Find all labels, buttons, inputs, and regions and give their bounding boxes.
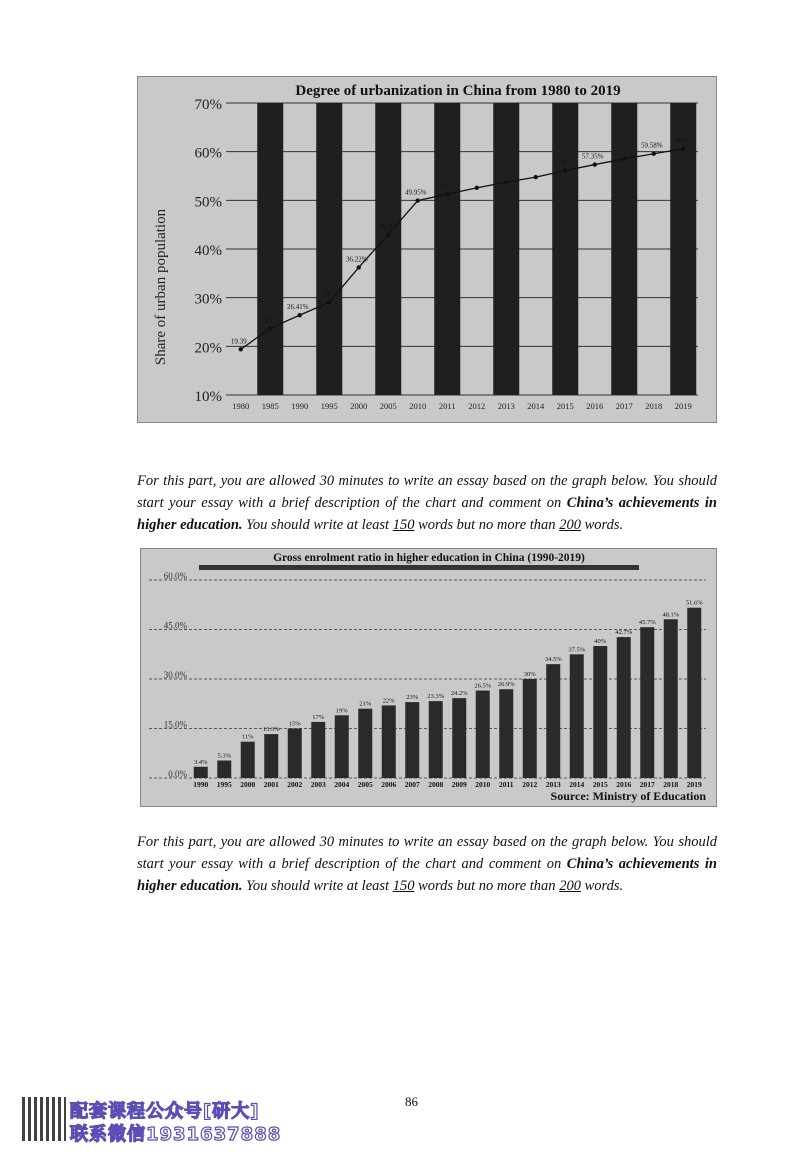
data-label: 36.22%	[345, 255, 368, 264]
essay-prompt-1	[137, 470, 717, 536]
y-tick-label: 60.0%	[163, 571, 187, 581]
enrolment-bar	[288, 729, 302, 779]
data-label: 17%	[312, 713, 325, 721]
essay-prompt-2	[137, 831, 717, 897]
prompt-text: For this part, you are allowed 30 minutes to write an essay based on the graph below. You should start your essay with a brief description of the chart and comment on	[137, 833, 717, 872]
data-label: 40%	[594, 638, 607, 645]
data-label: 48.1%	[662, 611, 680, 619]
x-tick-label: 2015	[556, 401, 574, 411]
data-label: 60%	[674, 136, 688, 145]
max-words: 200	[559, 877, 581, 894]
prompt-text: words.	[580, 877, 624, 894]
data-point	[504, 180, 508, 184]
x-tick-label: 2011	[498, 780, 514, 789]
enrolment-chart-svg	[141, 549, 716, 806]
y-tick-label: 20%	[194, 340, 222, 357]
prompt-text: You should write at least	[242, 877, 393, 894]
y-tick-label: 45.0%	[163, 620, 187, 631]
x-tick-label: 2006	[381, 780, 397, 789]
x-tick-label: 2002	[287, 780, 303, 789]
data-point	[386, 232, 390, 236]
enrolment-bar	[640, 627, 654, 778]
data-label: 34.5%	[544, 656, 562, 664]
prompt-text: words but no more than	[414, 877, 560, 894]
x-tick-label: 1990	[193, 780, 209, 789]
data-label: 21%	[359, 700, 372, 708]
x-tick-label: 2005	[357, 780, 373, 789]
data-label: 56	[559, 158, 567, 167]
y-tick-label: 10%	[194, 389, 222, 405]
x-tick-label: 2007	[404, 780, 420, 789]
prompt-text: You should write at least	[242, 516, 393, 533]
y-tick-label: 30.0%	[163, 670, 187, 680]
x-tick-label: 1980	[232, 401, 250, 411]
chart-source: Source: Ministry of Education	[550, 789, 706, 803]
data-label: 23	[264, 316, 272, 325]
enrolment-bar	[194, 767, 208, 778]
data-point	[534, 175, 538, 179]
y-tick-label: 30%	[194, 291, 222, 308]
chart-title: Degree of urbanization in China from 1980 to 2019	[295, 83, 621, 99]
x-tick-label: 2003	[310, 780, 326, 789]
data-label: 19.39	[230, 337, 247, 346]
data-label: 26.9%	[497, 681, 515, 689]
x-tick-label: 2004	[334, 780, 350, 789]
watermark-line-1: 配套课程公众号[研大]	[70, 1101, 260, 1122]
min-words: 150	[392, 877, 415, 894]
x-tick-label: 1990	[291, 401, 309, 411]
data-label: 3.4%	[193, 758, 208, 766]
chart-title: Gross enrolment ratio in higher education in China (1990-2019)	[273, 552, 585, 564]
data-point	[563, 168, 567, 172]
data-point	[652, 152, 656, 156]
background-band	[493, 103, 519, 395]
data-label: 51.6%	[685, 599, 703, 607]
data-label: 23%	[406, 694, 419, 702]
enrolment-bar	[570, 654, 584, 778]
data-label: 30%	[523, 671, 536, 678]
urbanization-chart-svg	[138, 77, 716, 422]
x-tick-label: 2014	[527, 401, 545, 411]
enrolment-chart	[140, 548, 717, 807]
enrolment-bar	[311, 722, 325, 778]
data-label: 23.3%	[427, 693, 445, 701]
data-point	[622, 157, 626, 161]
y-tick-label: 50%	[194, 194, 222, 211]
data-label: 42.9	[380, 222, 393, 231]
x-tick-label: 2016	[586, 401, 604, 411]
data-point	[593, 162, 597, 166]
x-tick-label: 2000	[240, 780, 256, 789]
background-band	[611, 103, 637, 395]
watermark-line-2: 联系微信1931637888	[70, 1124, 282, 1145]
prompt-text: words but no more than	[414, 516, 560, 533]
x-tick-label: 1985	[261, 401, 279, 411]
x-tick-label: 2013	[497, 401, 515, 411]
background-band	[375, 103, 401, 395]
y-tick-label: 60%	[194, 145, 222, 162]
x-tick-label: 2018	[645, 401, 663, 411]
page-number: 86	[405, 1094, 418, 1109]
x-tick-label: 2000	[350, 401, 368, 411]
data-point	[298, 313, 302, 317]
data-point	[239, 347, 243, 351]
prompt-text: For this part, you are allowed 30 minutes to write an essay based on the graph below. You should start your essay with a brief description of the chart and comment on	[137, 472, 717, 511]
enrolment-bar	[476, 691, 490, 778]
data-label: 24.2%	[450, 690, 468, 698]
enrolment-bar	[523, 679, 537, 778]
data-label: 11%	[241, 733, 254, 741]
x-tick-label: 2014	[569, 780, 585, 789]
x-tick-label: 2001	[263, 780, 279, 789]
prompt-emphasis: China’s achievements in higher education.	[137, 855, 717, 894]
data-point	[357, 265, 361, 269]
x-tick-label: 2019	[674, 401, 692, 411]
enrolment-bar	[358, 709, 372, 778]
y-tick-label: 70%	[194, 97, 222, 113]
data-point	[681, 147, 685, 151]
y-tick-label: 0.0%	[168, 769, 187, 779]
x-tick-label: 2017	[639, 780, 655, 789]
data-label: 5.3%	[217, 752, 232, 760]
prompt-emphasis: China’s achievements in higher education.	[137, 494, 717, 533]
x-tick-label: 2008	[428, 780, 444, 789]
x-tick-label: 1995	[320, 401, 338, 411]
data-label: 29	[323, 290, 331, 299]
x-tick-label: 2012	[468, 401, 486, 411]
data-label: 15%	[288, 720, 301, 728]
data-label: 13.3%	[262, 726, 280, 734]
enrolment-bar	[335, 715, 349, 778]
min-words: 150	[392, 516, 415, 533]
watermark	[22, 1097, 322, 1145]
data-label: 57.35%	[581, 152, 604, 161]
enrolment-bar	[452, 698, 466, 778]
data-point	[268, 326, 272, 330]
x-tick-label: 2016	[616, 780, 632, 789]
x-tick-label: 2005	[379, 401, 397, 411]
y-axis-label: Share of urban population	[153, 208, 169, 366]
x-tick-label: 2012	[522, 780, 538, 789]
y-tick-label: 15.0%	[163, 719, 187, 730]
data-point	[327, 300, 331, 304]
data-point	[475, 186, 479, 190]
data-label: 26.41%	[286, 303, 309, 312]
enrolment-bar	[593, 646, 607, 778]
prompt-text: words.	[580, 516, 624, 533]
enrolment-bar	[664, 619, 678, 778]
data-label: 19%	[335, 707, 348, 715]
x-tick-label: 2009	[451, 780, 467, 789]
urbanization-chart	[137, 76, 717, 423]
max-words: 200	[559, 516, 581, 533]
enrolment-bar	[429, 701, 443, 778]
background-band	[434, 103, 460, 395]
x-tick-label: 2011	[438, 401, 456, 411]
enrolment-bar	[264, 734, 278, 778]
data-label: 51.	[440, 182, 450, 191]
x-tick-label: 2018	[663, 780, 679, 789]
x-tick-label: 2017	[615, 401, 633, 411]
enrolment-bar	[405, 702, 419, 778]
data-point	[445, 192, 449, 196]
data-label: 45.7%	[638, 619, 656, 627]
enrolment-bar	[382, 705, 396, 778]
data-label: 37.5%	[568, 646, 586, 654]
data-label: 59.58%	[640, 141, 663, 150]
data-label: 42.7%	[615, 629, 633, 637]
background-band	[316, 103, 342, 395]
data-label: 49.95%	[404, 188, 427, 197]
enrolment-bar	[217, 761, 231, 778]
data-label: 26.5%	[474, 682, 492, 690]
title-band	[199, 565, 639, 570]
x-tick-label: 1995	[216, 780, 232, 789]
background-band	[257, 103, 283, 395]
x-tick-label: 2010	[409, 401, 427, 411]
x-tick-label: 2015	[592, 780, 608, 789]
data-point	[416, 198, 420, 202]
enrolment-bar	[499, 689, 513, 778]
background-band	[552, 103, 578, 395]
x-tick-label: 2013	[545, 780, 561, 789]
data-label: 22%	[382, 697, 395, 705]
enrolment-bar	[546, 664, 560, 778]
x-tick-label: 2019	[686, 780, 702, 789]
enrolment-bar	[617, 637, 631, 778]
enrolment-bar	[241, 742, 255, 778]
x-tick-label: 2010	[475, 780, 491, 789]
enrolment-bar	[687, 608, 701, 778]
y-tick-label: 40%	[194, 243, 222, 259]
qr-code-icon	[22, 1097, 66, 1141]
